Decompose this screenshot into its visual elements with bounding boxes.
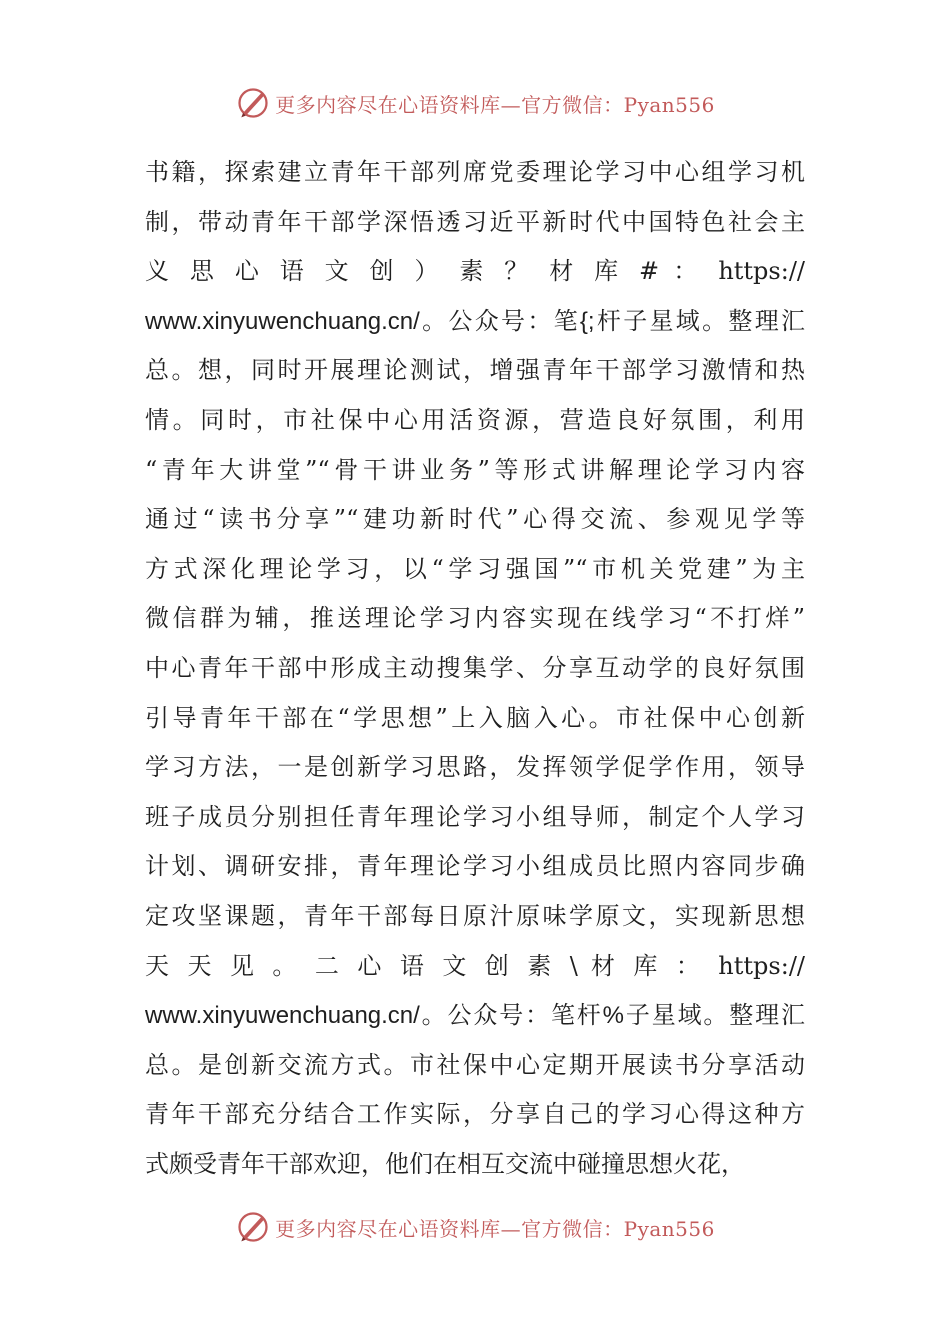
body-line: 总。是创新交流方式。市社保中心定期开展读书分享活动 (145, 1050, 805, 1079)
body-line: “青年大讲堂”“骨干讲业务”等形式讲解理论学习内容 (145, 455, 805, 484)
body-line: 微信群为辅，推送理论学习内容实现在线学习“不打烊” (145, 604, 805, 633)
footer-watermark-banner (0, 1207, 950, 1247)
body-line: 总。想，同时开展理论测试，增强青年干部学习激情和热 (145, 356, 805, 385)
body-line: www.xinyuwenchuang.cn/。公众号：笔杆%子星域。整理汇 (145, 1002, 805, 1030)
body-line: 式颇受青年干部欢迎，他们在相互交流中碰撞思想火花， (145, 1149, 745, 1178)
body-line: 学习方法，一是创新学习思路，发挥领学促学作用，领导 (145, 753, 805, 782)
body-line: 青年干部充分结合工作实际，分享自己的学习心得这种方 (145, 1100, 805, 1129)
body-line: 通过“读书分享”“建功新时代”心得交流、参观见学等 (145, 505, 805, 534)
body-line: 天 天 见 。 二 心 语 文 创 素 \ 材 库 ： https:// (145, 951, 805, 980)
body-line: 义 思 心 语 文 创 ） 素 ？ 材 库 # ： https:// (145, 257, 805, 286)
body-line: 定攻坚课题，青年干部每日原汁原味学原文，实现新思想 (145, 901, 805, 930)
body-line: 中心青年干部中形成主动搜集学、分享互动学的良好氛围 (145, 653, 805, 682)
document-body (145, 148, 805, 1189)
pen-logo-icon (235, 1209, 271, 1245)
body-line: 计划、调研安排，青年理论学习小组成员比照内容同步确 (145, 852, 805, 881)
body-line: 方式深化理论学习，以“学习强国”“市机关党建”为主 (145, 554, 805, 583)
body-line: 制，带动青年干部学深悟透习近平新时代中国特色社会主 (145, 207, 805, 236)
footer-watermark-text: 更多内容尽在心语资料库—官方微信：Pyan556 (275, 1216, 715, 1241)
pen-logo-icon (235, 85, 271, 121)
body-line: 书籍，探索建立青年干部列席党委理论学习中心组学习机 (145, 158, 805, 186)
body-line: 引导青年干部在“学思想”上入脑入心。市社保中心创新 (145, 703, 805, 732)
header-watermark-text: 更多内容尽在心语资料库—官方微信：Pyan556 (275, 92, 715, 117)
body-line: www.xinyuwenchuang.cn/。公众号：笔{;杆子星域。整理汇 (145, 307, 805, 335)
body-line: 班子成员分别担任青年理论学习小组导师，制定个人学习 (145, 802, 805, 831)
body-line: 情。同时，市社保中心用活资源，营造良好氛围，利用 (145, 405, 805, 434)
header-watermark-banner (0, 83, 950, 123)
